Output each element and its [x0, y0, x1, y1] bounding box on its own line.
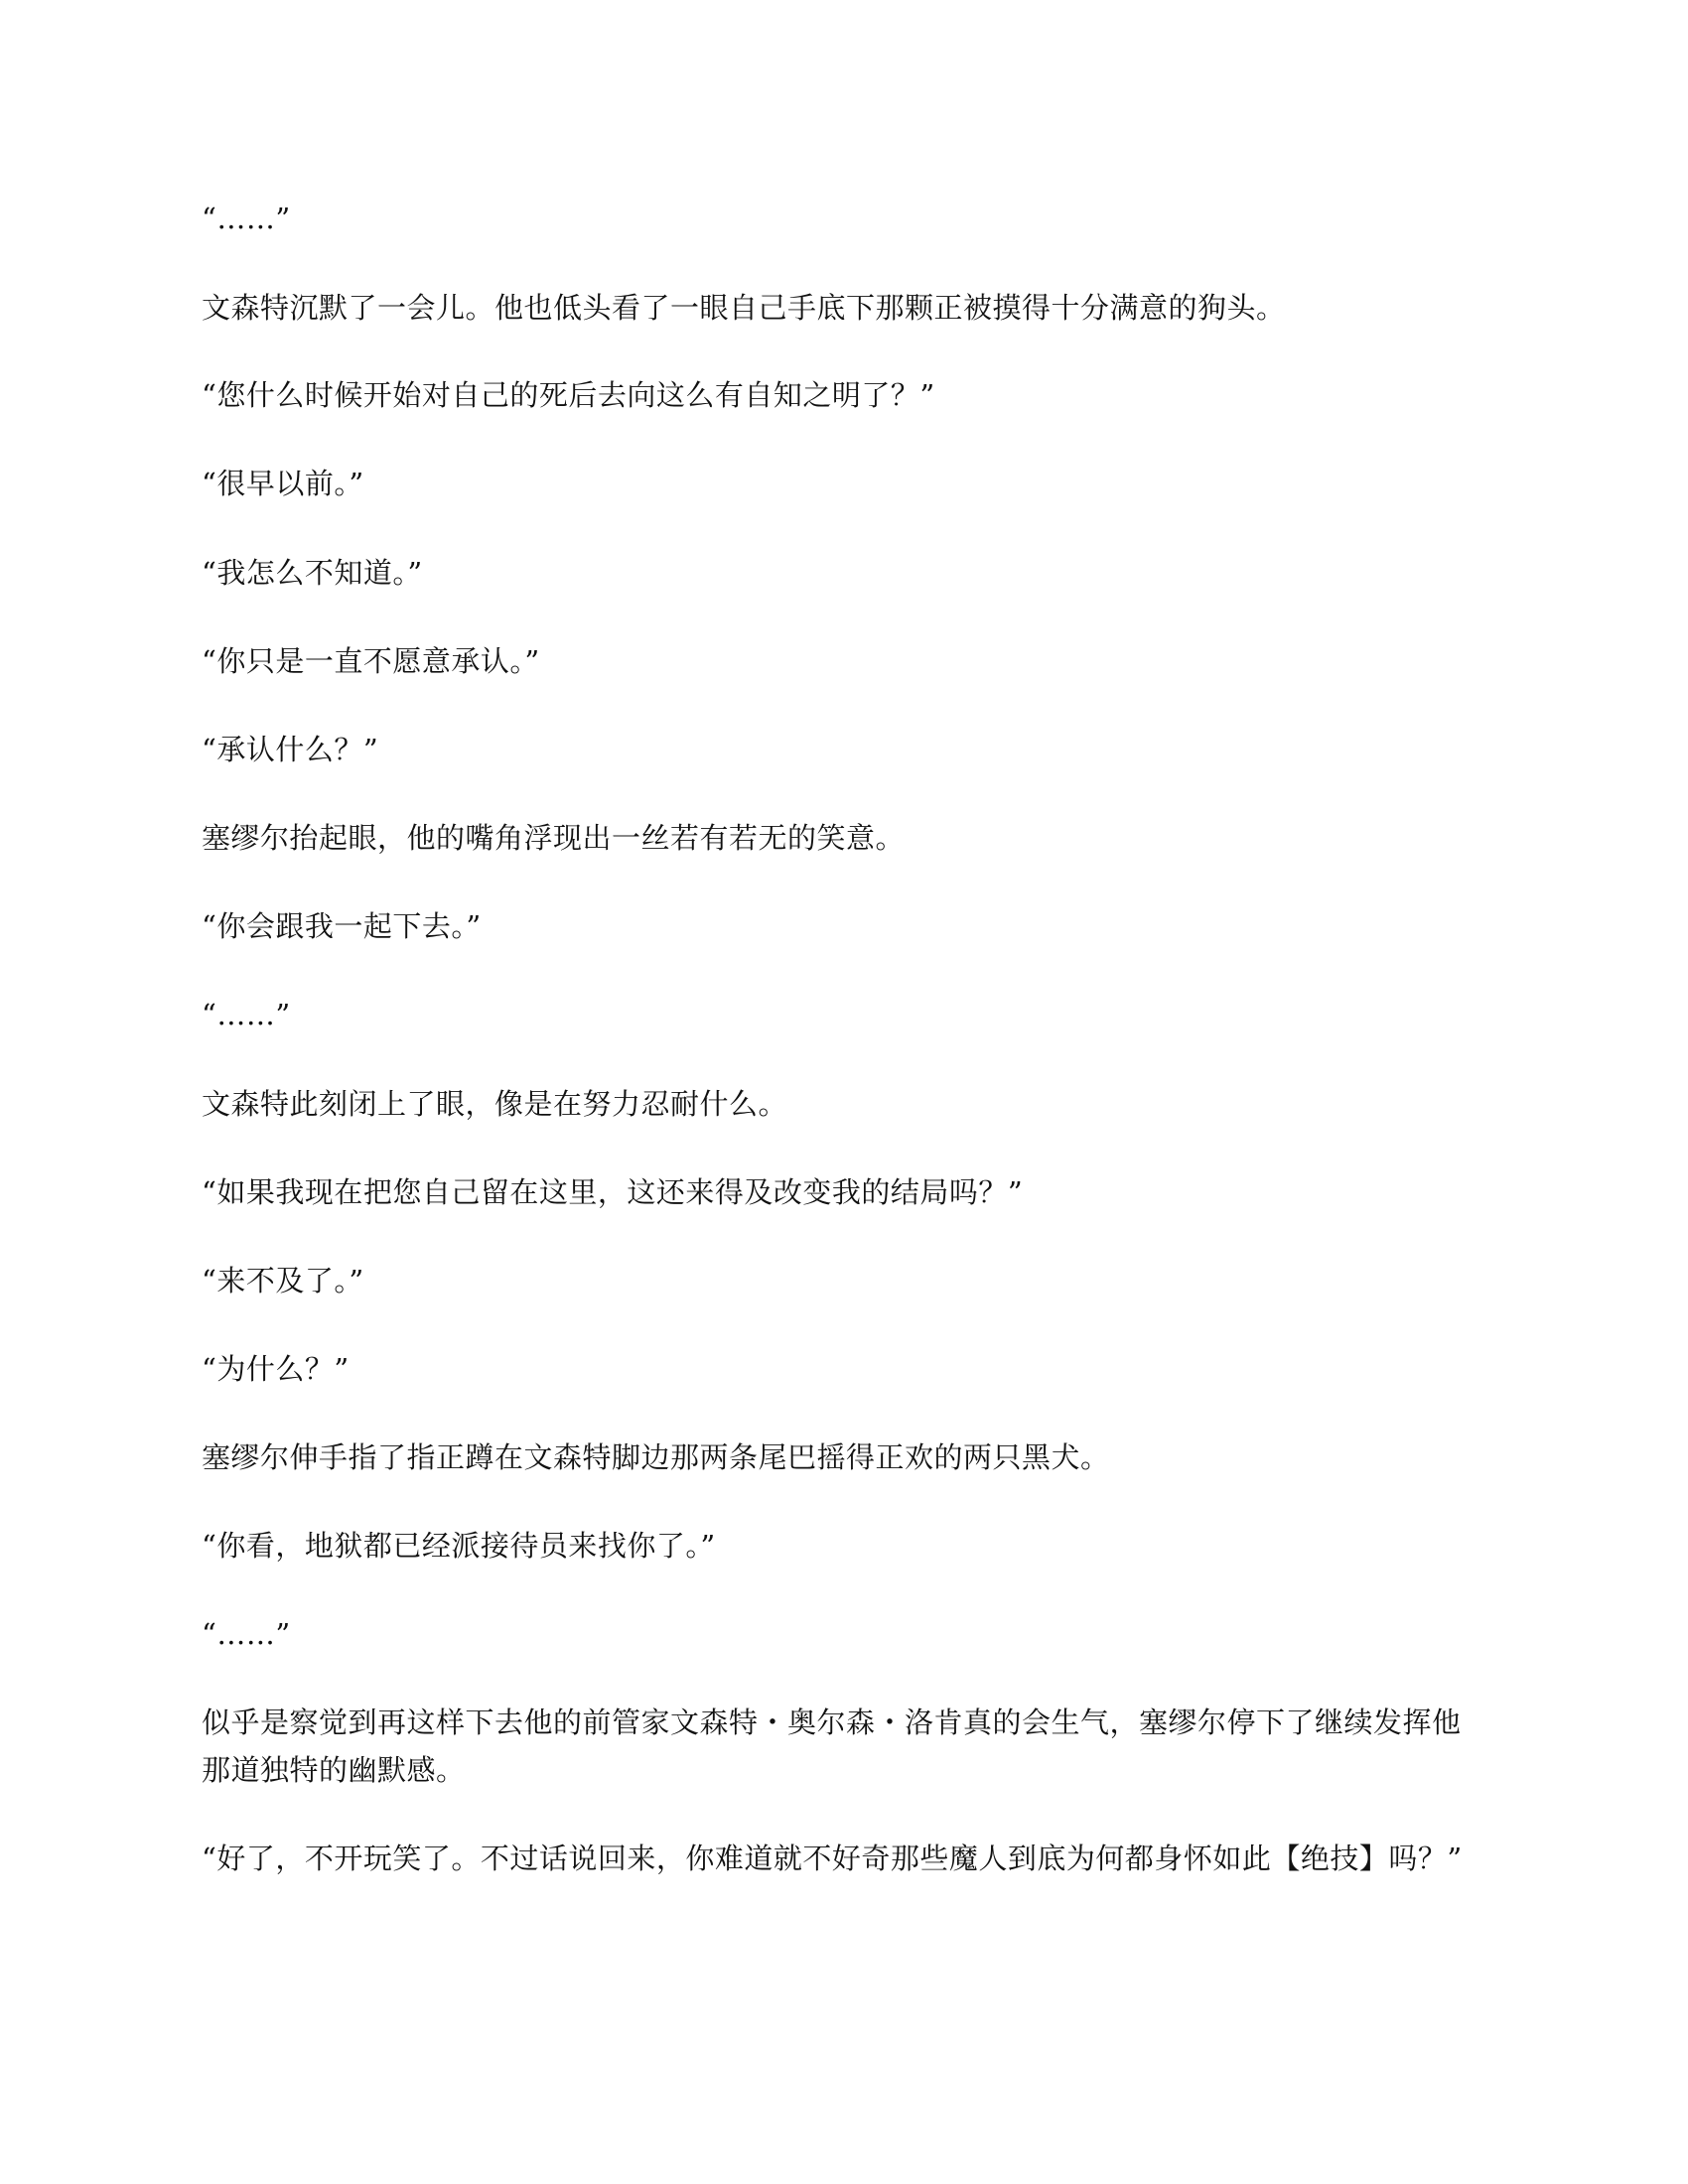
- paragraph-16: “你看，地狱都已经派接待员来找你了。”: [202, 1529, 716, 1563]
- paragraph-15: 塞缪尔伸手指了指正蹲在文森特脚边那两条尾巴摇得正欢的两只黑犬。: [202, 1440, 1110, 1474]
- paragraph-13: “来不及了。”: [202, 1264, 364, 1297]
- paragraph-19: “好了，不开玩笑了。不过话说回来，你难道就不好奇那些魔人到底为何都身怀如此【绝技】吗？”: [202, 1842, 1463, 1875]
- paragraph-12: “如果我现在把您自己留在这里，这还来得及改变我的结局吗？”: [202, 1175, 1024, 1209]
- paragraph-5: “我怎么不知道。”: [202, 556, 423, 590]
- paragraph-18: 似乎是察觉到再这样下去他的前管家文森特・奥尔森・洛肯真的会生气，塞缪尔停下了继续发挥他那道独特的幽默感。: [202, 1706, 1462, 1787]
- paragraph-4: “很早以前。”: [202, 467, 364, 500]
- paragraph-17: “……”: [202, 1617, 291, 1651]
- paragraph-6: “你只是一直不愿意承认。”: [202, 644, 540, 678]
- paragraph-3: “您什么时候开始对自己的死后去向这么有自知之明了？”: [202, 378, 935, 412]
- paragraph-8: 塞缪尔抬起眼，他的嘴角浮现出一丝若有若无的笑意。: [202, 821, 906, 855]
- paragraph-9: “你会跟我一起下去。”: [202, 909, 482, 943]
- paragraph-11: 文森特此刻闭上了眼，像是在努力忍耐什么。: [202, 1087, 788, 1121]
- paragraph-2: 文森特沉默了一会儿。他也低头看了一眼自己手底下那颗正被摸得十分满意的狗头。: [202, 291, 1286, 325]
- paragraph-14: “为什么？”: [202, 1352, 350, 1386]
- paragraph-7: “承认什么？”: [202, 733, 379, 766]
- paragraph-10: “……”: [202, 998, 291, 1031]
- paragraph-1: “……”: [202, 202, 291, 235]
